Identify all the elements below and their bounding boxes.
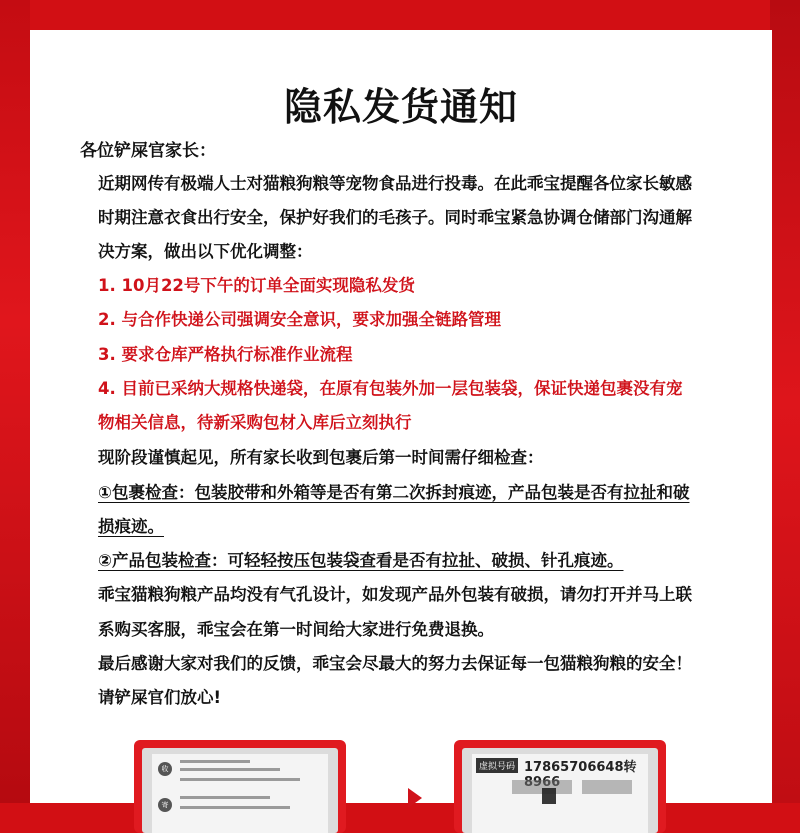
shipping-label [152,754,328,833]
sender-icon: 寄 [158,798,172,812]
closing-line: 请铲屎官们放心! [98,688,222,707]
measure-item: 4. 目前已采纳大规格快递袋，在原有包装外加一层包装袋，保证快递包裹没有宠 [98,379,683,398]
background-left-edge [0,0,30,803]
intro-line: 决方案，做出以下优化调整： [98,242,313,261]
old-label-photo [134,740,346,833]
intro-line: 近期网传有极端人士对猫粮狗粮等宠物食品进行投毒。在此乖宝提醒各位家长敏感 [98,174,692,193]
label-text-line [180,778,300,781]
privacy-shipping-label [472,754,648,833]
greeting: 各位铲屎官家长： [80,141,216,161]
label-text-line [180,768,280,771]
label-text-line [180,806,290,809]
privacy-label-photo [454,740,666,833]
virtual-number-tag: 虚拟号码 [476,758,518,773]
page-title: 隐私发货通知 [283,85,518,129]
check-item: ②产品包装检查：可轻轻按压包装袋查看是否有拉扯、破损、针孔痕迹。 [98,551,624,570]
label-photo-inner [142,748,338,833]
check-intro: 现阶段谨慎起见，所有家长收到包裹后第一时间需仔细检查： [98,448,544,467]
closing-line: 系购买客服，乖宝会在第一时间给大家进行免费退换。 [98,620,494,639]
background-right-edge [770,0,800,803]
closing-line: 乖宝猫粮狗粮产品均没有气孔设计，如发现产品外包装有破损，请勿打开并马上联 [98,585,692,604]
label-text-line [180,760,250,763]
measure-item: 3. 要求仓库严格执行标准作业流程 [98,345,353,364]
intro-line: 时期注意衣食出行安全，保护好我们的毛孩子。同时乖宝紧急协调仓储部门沟通解 [98,208,692,227]
label-photo-inner [462,748,658,833]
arrow-icon [408,788,422,808]
measure-item: 物相关信息，待新采购包材入库后立刻执行 [98,413,412,432]
measure-item: 2. 与合作快递公司强调安全意识，要求加强全链路管理 [98,310,501,329]
virtual-number: 17865706648转 [524,760,637,775]
check-item: 损痕迹。 [98,517,164,536]
measure-item: 1. 10月22号下午的订单全面实现隐私发货 [98,276,415,295]
blurred-info [542,788,556,804]
label-text-line [180,796,270,799]
check-item: ①包裹检查：包装胶带和外箱等是否有第二次拆封痕迹，产品包装是否有拉扯和破 [98,483,690,502]
receiver-icon: 收 [158,762,172,776]
blurred-info [582,780,632,794]
closing-line: 最后感谢大家对我们的反馈，乖宝会尽最大的努力去保证每一包猫粮狗粮的安全！ [98,654,692,673]
